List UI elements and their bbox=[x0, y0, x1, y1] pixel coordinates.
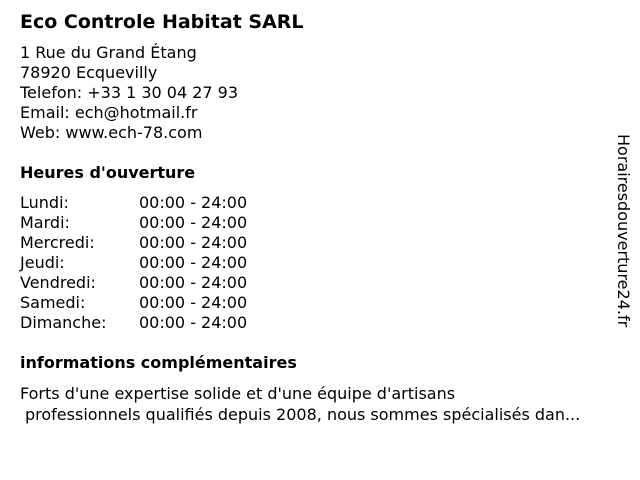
time-range: 00:00 - 24:00 bbox=[139, 233, 248, 252]
phone-number: Telefon: +33 1 30 04 27 93 bbox=[20, 83, 239, 102]
description-line: Forts d'une expertise solide et d'une équipe d'artisans bbox=[20, 384, 456, 403]
description-line: professionnels qualifiés depuis 2008, nous sommes spécialisés dan... bbox=[25, 405, 581, 424]
hours-row-lundi bbox=[20, 193, 280, 213]
time-range: 00:00 - 24:00 bbox=[139, 193, 248, 212]
address-city: 78920 Ecquevilly bbox=[20, 63, 158, 82]
opening-hours-table bbox=[20, 193, 280, 333]
time-range: 00:00 - 24:00 bbox=[139, 313, 248, 332]
hours-row-mercredi bbox=[20, 233, 280, 253]
day-label: Dimanche: bbox=[20, 313, 107, 332]
time-range: 00:00 - 24:00 bbox=[139, 293, 248, 312]
hours-row-vendredi bbox=[20, 273, 280, 293]
contact-block bbox=[20, 43, 238, 143]
day-label: Vendredi: bbox=[20, 273, 96, 292]
business-description bbox=[20, 383, 632, 425]
hours-row-jeudi bbox=[20, 253, 280, 273]
email-address: Email: ech@hotmail.fr bbox=[20, 103, 198, 122]
additional-info-heading: informations complémentaires bbox=[20, 353, 297, 372]
time-range: 00:00 - 24:00 bbox=[139, 273, 248, 292]
opening-hours-heading: Heures d'ouverture bbox=[20, 163, 196, 182]
hours-row-samedi bbox=[20, 293, 280, 313]
site-watermark: Horairesdouverture24.fr bbox=[614, 134, 633, 328]
day-label: Mercredi: bbox=[20, 233, 95, 252]
day-label: Jeudi: bbox=[20, 253, 65, 272]
day-label: Samedi: bbox=[20, 293, 86, 312]
time-range: 00:00 - 24:00 bbox=[139, 213, 248, 232]
address-street: 1 Rue du Grand Étang bbox=[20, 43, 197, 62]
website-address: Web: www.ech-78.com bbox=[20, 123, 203, 142]
day-label: Lundi: bbox=[20, 193, 69, 212]
hours-row-dimanche bbox=[20, 313, 280, 333]
time-range: 00:00 - 24:00 bbox=[139, 253, 248, 272]
hours-row-mardi bbox=[20, 213, 280, 233]
day-label: Mardi: bbox=[20, 213, 70, 232]
business-name: Eco Controle Habitat SARL bbox=[20, 11, 304, 33]
